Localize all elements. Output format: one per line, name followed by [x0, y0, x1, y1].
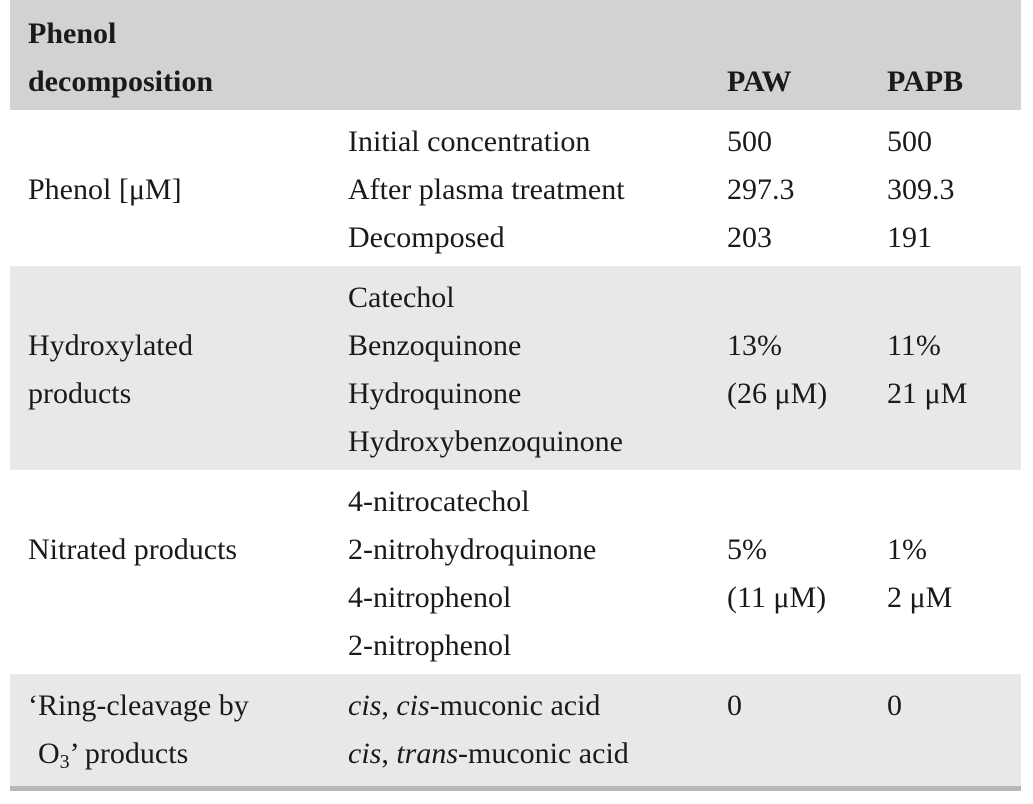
hydroxylated-papb-conc: 21 μM [887, 377, 968, 410]
ring-cleavage-label-subscript: 3 [59, 751, 70, 773]
phenol-row-papb: 309.3 [887, 173, 955, 206]
header-papb: PAPB [887, 65, 964, 98]
phenol-row-label: Decomposed [348, 221, 505, 254]
compound-italic: cis [348, 737, 382, 770]
hydroxylated-label-line2: products [28, 377, 132, 410]
header-col1-line2: decomposition [28, 65, 214, 98]
ring-cleavage-compound [348, 737, 629, 771]
nitrated-label: Nitrated products [28, 533, 238, 566]
hydroxylated-paw-percent: 13% [727, 329, 782, 362]
table-bottom-rule [10, 786, 1021, 791]
nitrated-compound: 4-nitrocatechol [348, 485, 530, 518]
nitrated-compound: 2-nitrohydroquinone [348, 533, 597, 566]
ring-cleavage-label-rest: ’ products [69, 737, 189, 770]
phenol-row-paw: 297.3 [727, 173, 795, 206]
nitrated-compound: 2-nitrophenol [348, 629, 512, 662]
nitrated-papb-percent: 1% [887, 533, 927, 566]
nitrated-papb-conc: 2 μM [887, 581, 953, 614]
compound-name-rest: -muconic acid [429, 689, 601, 722]
phenol-label: Phenol [μM] [28, 173, 182, 206]
hydroxylated-label-line1: Hydroxylated [28, 329, 193, 362]
compound-separator: , [381, 737, 397, 770]
phenol-row-paw: 500 [727, 125, 772, 158]
ring-cleavage-label-o: O [38, 737, 60, 770]
ring-cleavage-label-line1: ‘Ring-cleavage by [28, 689, 249, 722]
hydroxylated-compound: Hydroxybenzoquinone [348, 425, 623, 458]
hydroxylated-paw-conc: (26 μM) [727, 377, 828, 410]
phenol-row-paw: 203 [727, 221, 772, 254]
header-col1-line1: Phenol [28, 17, 117, 50]
compound-italic: trans [396, 737, 459, 770]
phenol-row-label: After plasma treatment [348, 173, 625, 206]
phenol-row-label: Initial concentration [348, 125, 591, 158]
hydroxylated-compound: Hydroquinone [348, 377, 522, 410]
compound-separator: , [381, 689, 397, 722]
phenol-row-papb: 191 [887, 221, 932, 254]
ring-cleavage-compound [348, 689, 600, 723]
ring-cleavage-papb: 0 [887, 689, 902, 722]
nitrated-compound: 4-nitrophenol [348, 581, 512, 614]
compound-name-rest: -muconic acid [458, 737, 629, 770]
ring-cleavage-label-line2 [38, 737, 188, 771]
compound-italic: cis [396, 689, 430, 722]
ring-cleavage-paw: 0 [727, 689, 742, 722]
header-paw: PAW [727, 65, 792, 98]
nitrated-paw-percent: 5% [727, 533, 767, 566]
nitrated-paw-conc: (11 μM) [727, 581, 827, 614]
hydroxylated-papb-percent: 11% [887, 329, 941, 362]
phenol-row-papb: 500 [887, 125, 932, 158]
compound-italic: cis [348, 689, 382, 722]
hydroxylated-compound: Benzoquinone [348, 329, 522, 362]
hydroxylated-compound: Catechol [348, 281, 455, 314]
